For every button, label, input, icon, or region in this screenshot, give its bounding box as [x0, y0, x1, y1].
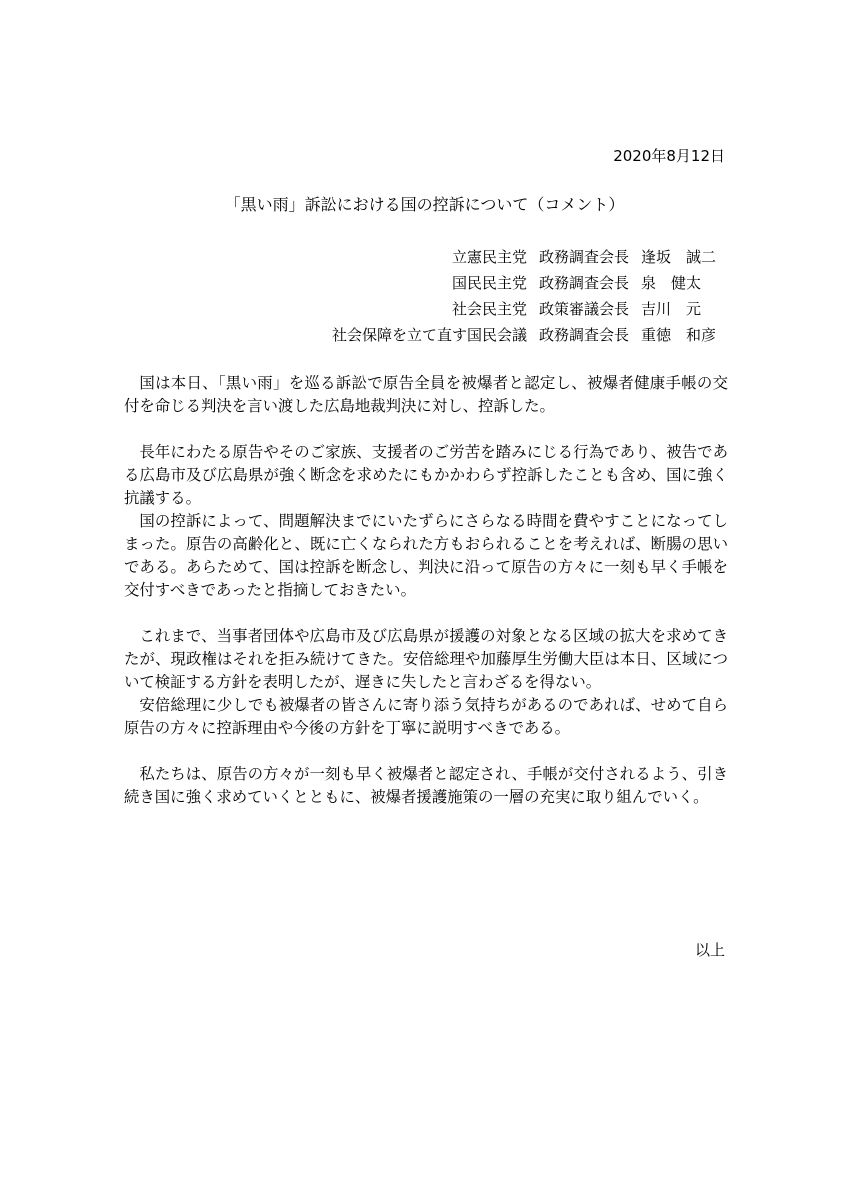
signer-role: 政務調査会長	[538, 274, 629, 292]
paragraph-spacer	[124, 418, 728, 441]
signer-name: 逢坂 誠二	[641, 248, 717, 266]
document-title: 「黒い雨」訴訟における国の控訴について（コメント）	[224, 195, 625, 214]
signer-org: 社会保障を立て直す国民会議	[331, 326, 527, 344]
signer-row	[332, 270, 727, 296]
body-paragraph: 私たちは、原告の方々が一刻も早く被爆者と認定され、手帳が交付されるよう、引き続き国に強く求めていくとともに、被爆者援護施策の一層の充実に取り組んでいく。	[124, 765, 728, 806]
signer-org: 国民民主党	[451, 274, 527, 292]
signer-role: 政務調査会長	[538, 326, 629, 344]
signer-org: 立憲民主党	[451, 248, 527, 266]
body-paragraph: 安倍総理に少しでも被爆者の皆さんに寄り添う気持ちがあるのであれば、せめて自ら原告の方々に控訴理由や今後の方針を丁寧に説明すべきである。	[124, 696, 728, 737]
body-paragraph: 国は本日、「黒い雨」を巡る訴訟で原告全員を被爆者と認定し、被爆者健康手帳の交付を命じる判決を言い渡した広島地裁判決に対し、控訴した。	[124, 374, 728, 415]
signer-row	[332, 322, 727, 348]
signer-row	[332, 296, 727, 322]
signer-row	[332, 244, 727, 270]
body-paragraph: 長年にわたる原告やそのご家族、支援者のご労苦を踏みにじる行為であり、被告である広島市及び広島県が強く断念を求めたにもかかわらず控訴したことも含め、国に強く抗議する。	[124, 443, 728, 507]
document-date: 2020年8月12日	[613, 147, 725, 165]
paragraph-spacer	[124, 740, 728, 763]
signer-name: 重徳 和彦	[641, 326, 717, 344]
signer-list	[332, 244, 727, 348]
signer-role: 政務調査会長	[538, 248, 629, 266]
signer-org: 社会民主党	[451, 300, 527, 318]
body-paragraph: 国の控訴によって、問題解決までにいたずらにさらなる時間を費やすことになってしまった。原告の高齢化と、既に亡くなられた方もおられることを考えれば、断腸の思いである。あらためて、国は控訴を断念し、判決に沿って原告の方々に一刻も早く手帳を交付すべきであったと指摘しておきたい。	[124, 512, 728, 599]
signer-name: 泉 健太	[641, 274, 702, 292]
body-paragraph: これまで、当事者団体や広島市及び広島県が援護の対象となる区域の拡大を求めてきたが、現政権はそれを拒み続けてきた。安倍総理や加藤厚生労働大臣は本日、区域について検証する方針を表明したが、遅きに失したと言わざるを得ない。	[124, 627, 728, 691]
signer-name: 吉川 元	[641, 300, 702, 318]
signer-role: 政策審議会長	[538, 300, 629, 318]
closing-mark: 以上	[694, 941, 725, 959]
paragraph-spacer	[124, 602, 728, 625]
document-body	[124, 372, 728, 809]
